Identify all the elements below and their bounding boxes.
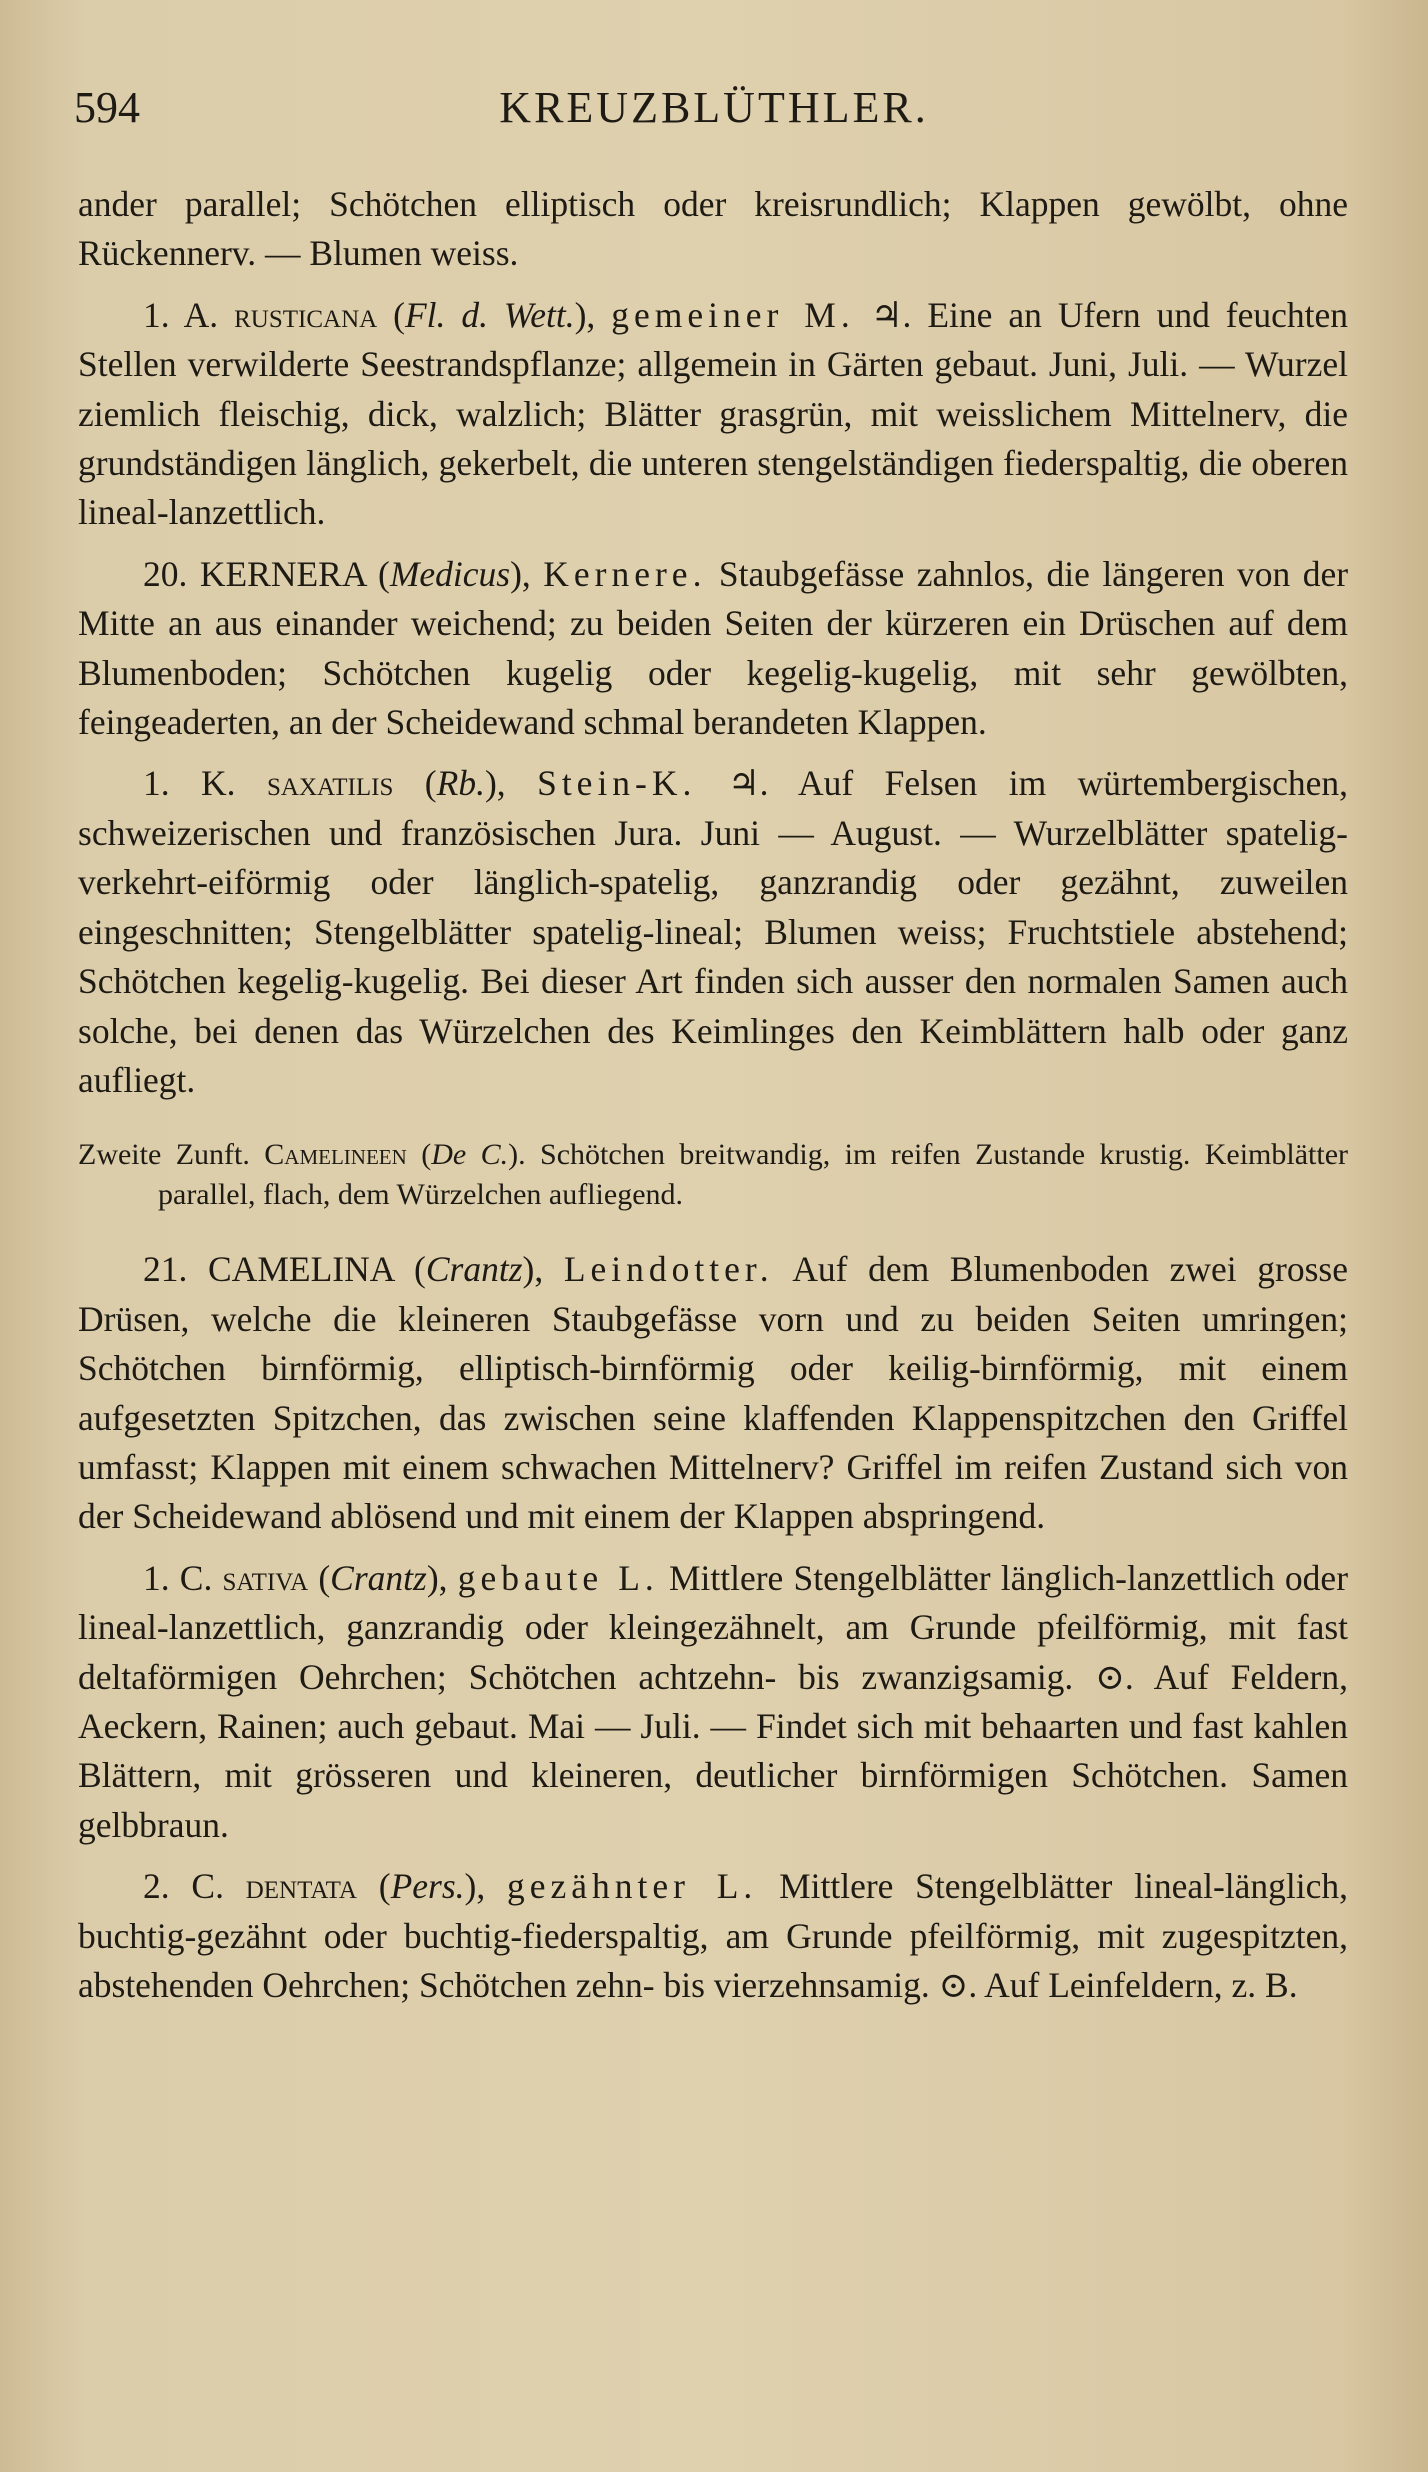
species-entry-sativa: 1. C. sativa (Crantz), gebaute L. Mittlere Stengelblätter länglich-lanzettlich oder lineal-lanzettlich, ganzrandig oder kleingezähnelt, am Grunde pfeilförmig, mit fast deltaförmigen Oehrchen; Schötchen achtzehn- bis zwanzigsamig. ⊙. Auf Feldern, Aeckern, Rainen; auch gebaut. Mai — Juli. — Findet sich mit behaarten und fast kahlen Blättern, mit grösseren und kleineren, deutlicher birnförmigen Schötchen. Samen gelbbraun. xyxy=(78,1557,1349,1845)
genus-entry-camelina: 21. CAMELINA (Crantz), Leindotter. Auf dem Blumenboden zwei grosse Drüsen, welche die kleineren Staubgefässe vorn und zu beiden Seiten umringen; Schötchen birnförmig, elliptisch-birnförmig oder keilig-birnförmig, mit einem aufgesetzten Spitzchen, das zwischen seine klaffenden Klappenspitzchen den Griffel umfasst; Klappen mit einem schwachen Mittelnerv? Griffel im reifen Zustand sich von der Scheidewand ablösend und mit einem der Klappen abspringend. xyxy=(78,1249,1349,1537)
species-entry-dentata: 2. C. dentata (Pers.), gezähnter L. Mittlere Stengelblätter lineal-länglich, buchtig-gezähnt oder buchtig-fiederspaltig, am Grunde pfeilförmig, mit zugespitzten, abstehenden Oehrchen; Schötchen zehn- bis vierzehnsamig. ⊙. Auf Leinfeldern, z. B. xyxy=(78,1866,1349,2005)
running-title: KREUZBLÜTHLER. xyxy=(499,83,929,132)
tribe-heading-camelineen: Zweite Zunft. Camelineen (De C.). Schötchen breitwandig, im reifen Zustande krustig. Keimblätter parallel, flach, dem Würzelchen aufliegend. xyxy=(78,1138,1349,1212)
page-header xyxy=(74,82,1354,142)
species-entry-saxatilis: 1. K. saxatilis (Rb.), Stein-K. ♃. Auf Felsen im würtembergischen, schweizerischen und französischen Jura. Juni — August. — Wurzelblätter spatelig-verkehrt-eiförmig oder länglich-spatelig, ganzrandig oder gezähnt, zuweilen eingeschnitten; Stengelblätter spatelig-lineal; Blumen weiss; Fruchtstiele abstehend; Schötchen kegelig-kugelig. Bei dieser Art finden sich ausser den normalen Samen auch solche, bei denen das Würzelchen des Keimlinges den Keimblättern halb oder ganz aufliegt. xyxy=(78,763,1349,1100)
continued-paragraph: ander parallel; Schötchen elliptisch oder kreisrundlich; Klappen gewölbt, ohne Rückennerv. — Blumen weiss. xyxy=(78,184,1348,274)
page-body xyxy=(78,180,1348,2010)
genus-entry-kernera: 20. KERNERA (Medicus), Kernere. Staubgefässe zahnlos, die längeren von der Mitte an aus einander weichend; zu beiden Seiten der kürzeren ein Drüschen auf dem Blumenboden; Schötchen kugelig oder kegelig-kugelig, mit sehr gewölbten, feingeaderten, an der Scheidewand schmal berandeten Klappen. xyxy=(78,553,1349,743)
page-number: 594 xyxy=(74,83,140,132)
species-entry-rusticana: 1. A. rusticana (Fl. d. Wett.), gemeiner M. ♃. Eine an Ufern und feuchten Stellen verwilderte Seestrandspflanze; allgemein in Gärten gebaut. Juni, Juli. — Wurzel ziemlich fleischig, dick, walzlich; Blätter grasgrün, mit weisslichem Mittelnerv, die grundständigen länglich, gekerbelt, die unteren stengelständigen fiederspaltig, die oberen lineal-lanzettlich. xyxy=(78,294,1349,533)
